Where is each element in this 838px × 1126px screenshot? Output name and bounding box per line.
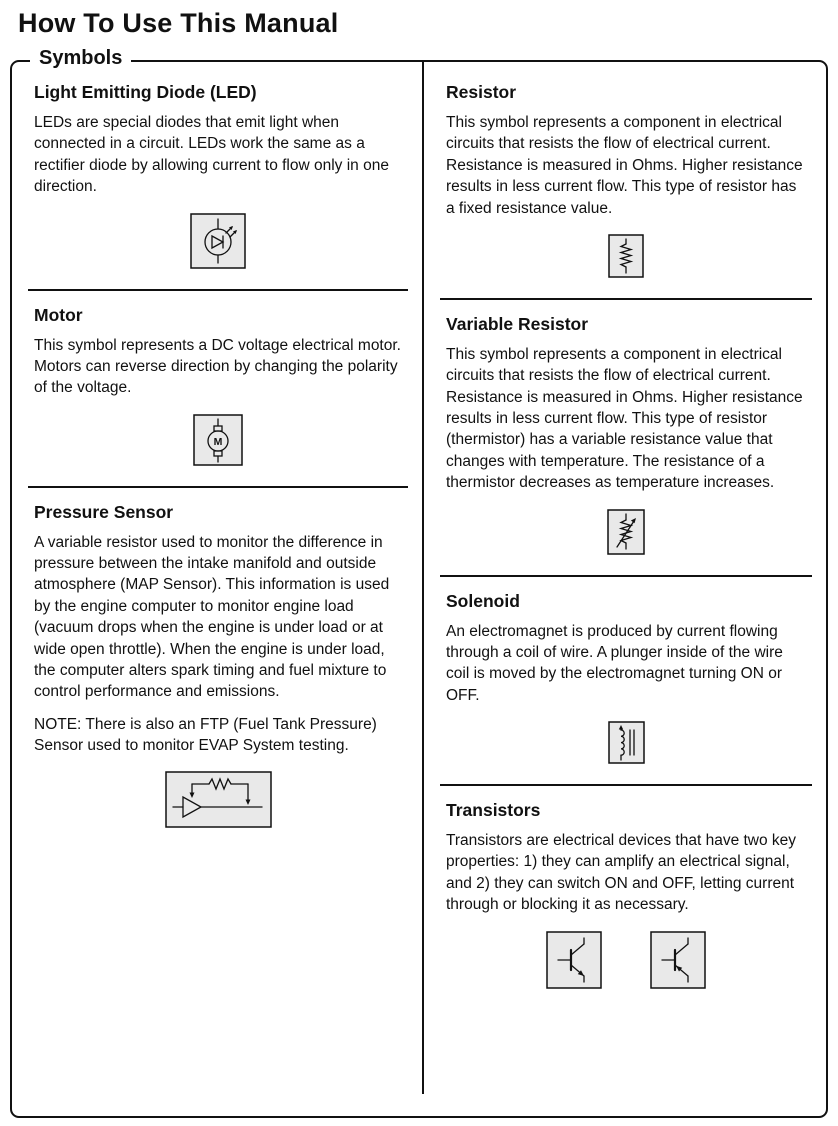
symbol-row [34, 410, 402, 476]
section-resistor [424, 74, 826, 292]
section-divider [440, 784, 812, 786]
section-motor [12, 297, 422, 480]
section-paragraph: LEDs are special diodes that emit light when connected in a circuit. LEDs work the same as a rectifier diode by allowing current to flow only in one direction. [34, 114, 389, 196]
motor-symbol-icon [193, 414, 243, 466]
section-variable-resistor [424, 306, 826, 569]
symbol-row [446, 927, 806, 999]
section-divider [28, 289, 408, 291]
symbol-row [446, 230, 806, 288]
section-heading: Resistor [446, 82, 517, 102]
page-title: How To Use This Manual [18, 8, 339, 38]
symbol-row [34, 209, 402, 279]
section-heading: Motor [34, 304, 83, 325]
section-note: NOTE: There is also an FTP (Fuel Tank Pressure) Sensor used to monitor EVAP System testing. [34, 715, 377, 754]
right-column [424, 62, 826, 1116]
solenoid-symbol-icon [608, 721, 645, 764]
section-paragraph: This symbol represents a DC voltage electrical motor. Motors can reverse direction by changing the polarity of the voltage. [34, 336, 401, 397]
section-divider [28, 486, 408, 488]
section-led [12, 74, 422, 283]
section-paragraph: This symbol represents a component in electrical circuits that resists the flow of electrical current. Resistance is measured in Ohms. Higher resistance results in less current flow. This type of resistor has a fixed resistance value. [446, 114, 803, 217]
pressure-sensor-symbol-icon [165, 771, 272, 828]
npn-transistor-symbol-icon [546, 931, 602, 989]
variable-resistor-symbol-icon [607, 509, 645, 555]
section-paragraph: A variable resistor used to monitor the difference in pressure between the intake manifold and outside atmosphere (MAP Sensor). This information is used by the engine computer to monitor engine load (vacuum drops when the engine is under load or at wide open throttle). When the engine is under load, the computer alters spark timing and fuel mixture to control performance and emissions. [34, 533, 390, 701]
section-divider [440, 575, 812, 577]
symbol-row [446, 717, 806, 774]
section-heading: Light Emitting Diode (LED) [34, 82, 257, 102]
left-column [12, 62, 422, 1116]
section-heading: Solenoid [446, 590, 520, 611]
section-divider [440, 298, 812, 300]
resistor-symbol-icon [608, 234, 644, 278]
two-column-layout [12, 62, 826, 1116]
section-paragraph: This symbol represents a component in electrical circuits that resists the flow of electrical current. Resistance is measured in Ohms. Higher resistance results in less current flow. This type of resistor (thermistor) has a variable resistance value that changes with temperature. The resistance of a thermistor decreases as temperature increases. [446, 345, 803, 492]
section-paragraph: Transistors are electrical devices that have two key properties: 1) they can amplify an electrical signal, and 2) they can switch ON and OFF, letting current through or blocking it as necessary. [446, 832, 797, 914]
symbol-row [34, 767, 402, 838]
section-heading: Transistors [446, 800, 541, 820]
section-pressure-sensor [12, 494, 422, 843]
section-transistors [424, 792, 826, 1003]
section-paragraph: An electromagnet is produced by current flowing through a coil of wire. A plunger inside of the wire coil is moved by the electromagnet turning ON or OFF. [446, 622, 783, 704]
section-heading: Pressure Sensor [34, 501, 174, 522]
led-symbol-icon [190, 213, 246, 269]
symbols-section [10, 47, 828, 1118]
section-solenoid [424, 583, 826, 779]
symbols-section-label: Symbols [30, 47, 131, 70]
motor-letter: M [213, 435, 223, 448]
pnp-transistor-symbol-icon [650, 931, 706, 989]
symbol-row [446, 505, 806, 565]
section-heading: Variable Resistor [446, 313, 589, 334]
